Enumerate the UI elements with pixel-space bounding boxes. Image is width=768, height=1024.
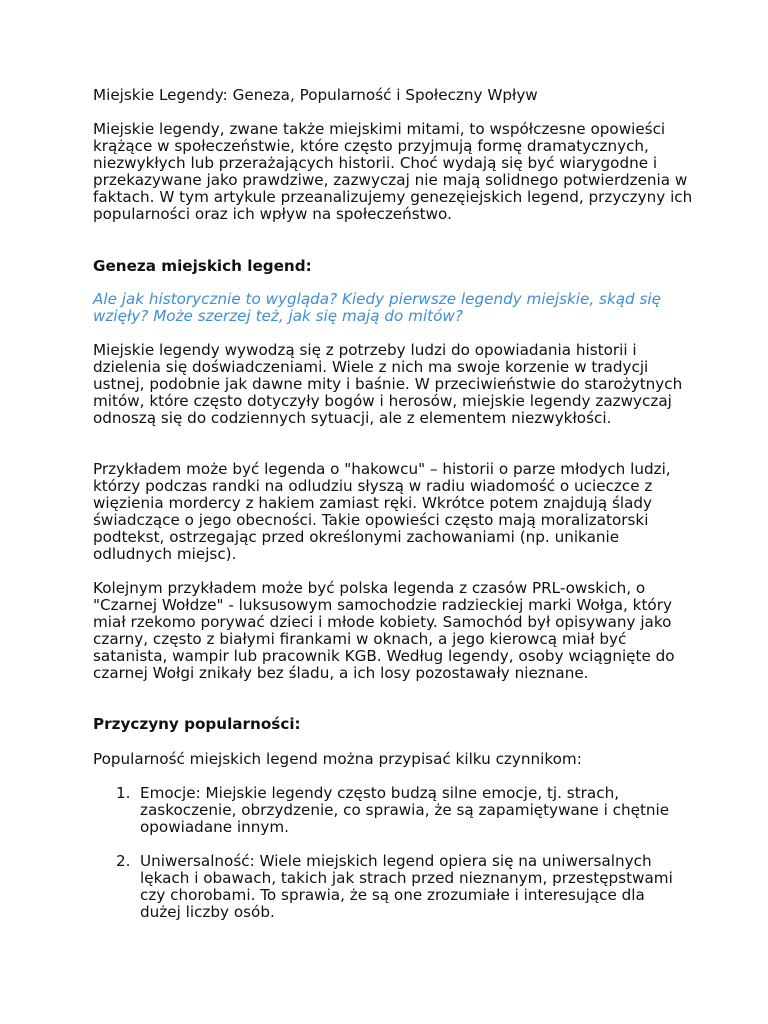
heading-genesis: Geneza miejskich legend: xyxy=(93,257,312,275)
heading-popularity: Przyczyny popularności: xyxy=(93,715,301,733)
list-item xyxy=(116,853,676,921)
list-item xyxy=(116,785,676,836)
list-item-text: Uniwersalność: Wiele miejskich legend opiera się na uniwersalnych lękach i obawach, takich jak strach przed nieznanym, przestępstwami czy chorobami. To sprawia, że są one zrozumiałe i interesujące dla dużej liczby osób. xyxy=(140,852,673,921)
list-number: 2. xyxy=(116,852,131,870)
list-item-text: Emocje: Miejskie legendy często budzą silne emocje, tj. strach, zaskoczenie, obrzydzenie, co sprawia, że są zapamiętywane i chętnie opowiadane innym. xyxy=(140,784,670,836)
intro-paragraph: Miejskie legendy, zwane także miejskimi mitami, to współczesne opowieści krążące w społeczeństwie, które często przyjmują formę dramatycznych, niezwykłych lub przerażających historii. Choć wydają się być wiarygodne i przekazywane jako prawdziwe, zazwyczaj nie mają solidnego potwierdzenia w faktach. W tym artykule przeanalizujemy genezęiejskich legend, przyczyny ich popularności oraz ich wpływ na społeczeństwo. xyxy=(93,120,693,223)
paragraph-popularity: Popularność miejskich legend można przypisać kilku czynnikom: xyxy=(93,750,582,768)
comment-question: Ale jak historycznie to wygląda? Kiedy pierwsze legendy miejskie, skąd się wzięły? Może szerzej też, jak się mają do mitów? xyxy=(93,290,661,325)
paragraph-hook-legend: Przykładem może być legenda o "hakowcu" – historii o parze młodych ludzi, którzy podczas randki na odludziu słyszą w radiu wiadomość o ucieczce z więzienia mordercy z hakiem zamiast ręki. Wkrótce potem znajdują ślady świadczące o jego obecności. Takie opowieści często mają moralizatorski podtekst, ostrzegając przed określonymi zachowaniami (np. unikanie odludnych miejsc). xyxy=(93,460,671,563)
list-number: 1. xyxy=(116,784,131,802)
paragraph-origins: Miejskie legendy wywodzą się z potrzeby ludzi do opowiadania historii i dzielenia się doświadczeniami. Wiele z nich ma swoje korzenie w tradycji ustnej, podobnie jak dawne mity i baśnie. W przeciwieństwie do starożytnych mitów, które często dotyczyły bogów i herosów, miejskie legendy zazwyczaj odnoszą się do codziennych sytuacji, ale z elementem niezwykłości. xyxy=(93,341,683,427)
document-title: Miejskie Legendy: Geneza, Popularność i Społeczny Wpływ xyxy=(93,86,538,104)
paragraph-black-volga: Kolejnym przykładem może być polska legenda z czasów PRL-owskich, o "Czarnej Wołdze" - luksusowym samochodzie radzieckiej marki Wołga, który miał rzekomo porywać dzieci i młode kobiety. Samochód był opisywany jako czarny, często z białymi firankami w oknach, a jego kierowcą miał być satanista, wampir lub pracownik KGB. Według legendy, osoby wciągnięte do czarnej Wołgi znikały bez śladu, a ich losy pozostawały nieznane. xyxy=(93,579,675,682)
